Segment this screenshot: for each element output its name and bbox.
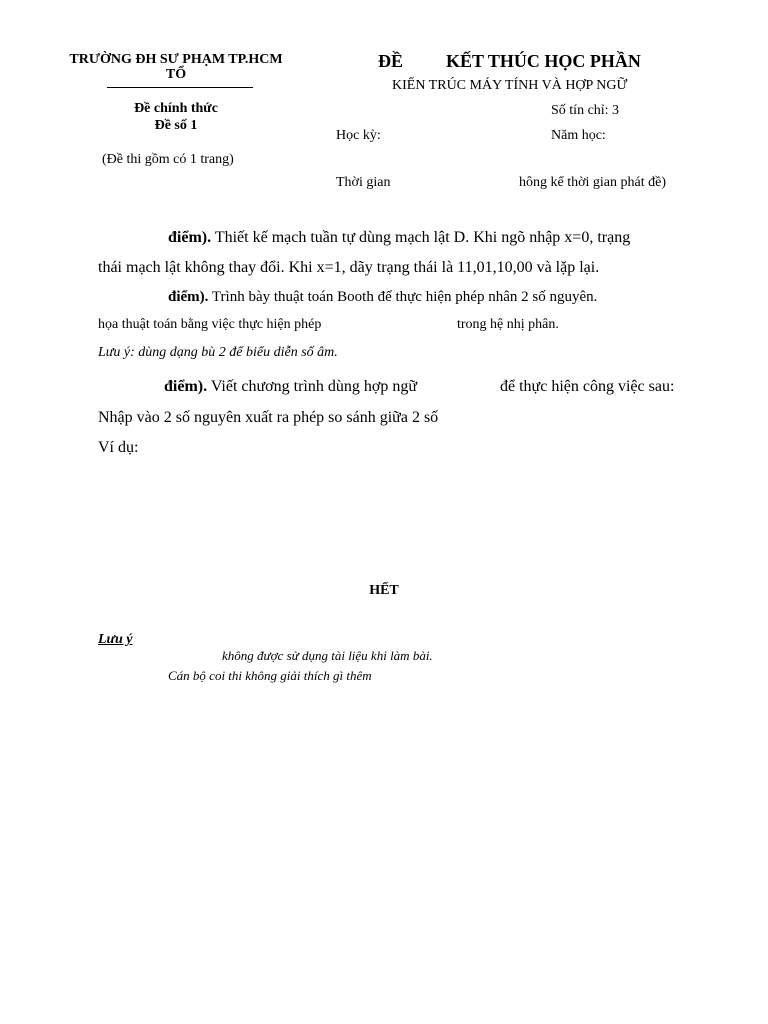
header-divider — [107, 87, 253, 88]
credits: Số tín chỉ: 3 — [551, 103, 620, 118]
question-1-text: Thiết kế mạch tuần tự dùng mạch lật D. Khi ngõ nhập x=0, trạng — [211, 229, 631, 246]
question-2-line-1 — [168, 289, 597, 306]
question-3-text: Viết chương trình dùng hợp ngữ — [207, 378, 417, 395]
question-2-points: điểm). — [168, 289, 209, 305]
footer-note-2: Cán bộ coi thi không giải thích gì thêm — [168, 668, 372, 683]
page-count: (Đề thi gồm có 1 trang) — [102, 152, 234, 167]
question-2-line-2a: họa thuật toán bằng việc thực hiện phép — [98, 317, 322, 332]
question-3-line-1b: để thực hiện công việc sau: — [500, 378, 675, 395]
subject-name: KIẾN TRÚC MÁY TÍNH VÀ HỢP NGỮ — [392, 78, 628, 93]
footer-note-1: không được sử dụng tài liệu khi làm bài. — [222, 648, 433, 663]
question-2-line-2b: trong hệ nhị phân. — [457, 317, 559, 332]
department-name: TỔ — [165, 67, 187, 82]
question-1-points: điểm). — [168, 229, 212, 246]
school-year: Năm học: — [551, 128, 606, 143]
question-3-points: điểm). — [164, 378, 208, 395]
question-1-line-2: thái mạch lật không thay đổi. Khi x=1, dãy trạng thái là 11,01,10,00 và lặp lại. — [98, 259, 600, 276]
end-marker: HẾT — [369, 583, 399, 598]
question-2-note: Lưu ý: dùng dạng bù 2 để biểu diễn số âm. — [98, 345, 338, 360]
school-name: TRƯỜNG ĐH SƯ PHẠM TP.HCM — [69, 52, 283, 67]
exam-time-note: hông kể thời gian phát đề) — [519, 175, 666, 190]
exam-title-prefix: ĐỀ — [378, 51, 404, 71]
question-3-line-1a — [164, 378, 417, 396]
exam-number: Đề số 1 — [154, 118, 198, 133]
semester: Học kỳ: — [336, 128, 381, 143]
question-2-text: Trình bày thuật toán Booth để thực hiện phép nhân 2 số nguyên. — [208, 289, 598, 305]
question-3-line-2: Nhập vào 2 số nguyên xuất ra phép so sánh giữa 2 số — [98, 409, 439, 426]
footer-note-label: Lưu ý — [98, 632, 133, 647]
question-3-example-label: Ví dụ: — [98, 439, 139, 456]
exam-title: KẾT THÚC HỌC PHẦN — [446, 51, 641, 71]
official-label: Đề chính thức — [134, 101, 218, 116]
question-1-line-1 — [168, 229, 630, 247]
exam-time: Thời gian — [336, 175, 391, 190]
